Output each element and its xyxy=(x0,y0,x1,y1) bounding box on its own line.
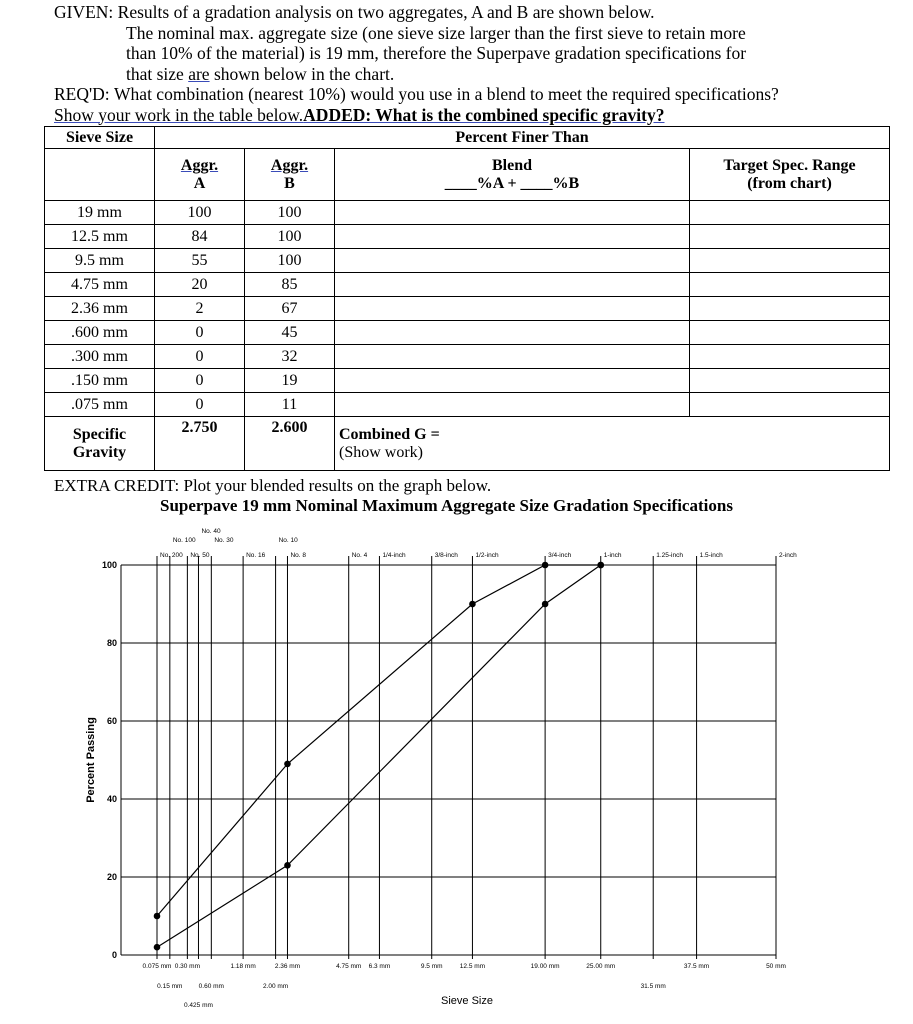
aggr-a-cell: 20 xyxy=(155,273,245,297)
aggr-b-cell: 85 xyxy=(245,273,335,297)
y-axis-label: Percent Passing xyxy=(85,717,97,803)
y-tick-label: 0 xyxy=(111,950,117,960)
y-tick-label: 20 xyxy=(106,872,117,882)
sieve-bottom-label: 9.5 mm xyxy=(420,963,443,970)
sieve-top-label: 2-inch xyxy=(779,552,797,559)
sieve-bottom-label: 0.30 mm xyxy=(174,963,201,970)
sieve-bottom-label: 1.18 mm xyxy=(230,963,256,970)
sieve-cell: 19 mm xyxy=(45,201,155,225)
spec-point xyxy=(542,562,549,569)
given-label: GIVEN: xyxy=(54,2,114,22)
reqd-text: What combination (nearest 10%) would you use in a blend to meet the required specifications? xyxy=(114,84,779,104)
combined-g-cell: Combined G = (Show work) xyxy=(335,417,890,471)
spec-point xyxy=(154,944,161,951)
sieve-bottom-label: 25.00 mm xyxy=(586,963,616,970)
aggr-a-cell: 2 xyxy=(155,297,245,321)
x-axis-label: Sieve Size xyxy=(441,995,493,1007)
aggr-b-cell: 11 xyxy=(245,393,335,417)
sieve-cell: 2.36 mm xyxy=(45,297,155,321)
sieve-bottom-label: 4.75 mm xyxy=(336,963,362,970)
sieve-top-label: 1.5-inch xyxy=(699,552,723,559)
sieve-bottom-label: 2.36 mm xyxy=(274,963,301,970)
aggr-a-cell: 0 xyxy=(155,393,245,417)
given-text: Results of a gradation analysis on two aggregates, A and B are shown below. xyxy=(117,2,655,22)
sieve-cell: .075 mm xyxy=(45,393,155,417)
given-text: than 10% of the material) is 19 mm, therefore the Superpave gradation specifications for xyxy=(126,43,747,63)
sieve-bottom-label: 50 mm xyxy=(766,963,786,970)
aggr-a-cell: 0 xyxy=(155,369,245,393)
sieve-bottom-label: 0.425 mm xyxy=(184,1002,213,1009)
spec-point xyxy=(154,913,161,920)
sieve-cell: .150 mm xyxy=(45,369,155,393)
target-spec-header: Target Spec. Range (from chart) xyxy=(690,149,890,201)
spec-line-lower xyxy=(157,565,601,947)
sieve-cell: 12.5 mm xyxy=(45,225,155,249)
aggr-b-cell: 67 xyxy=(245,297,335,321)
sieve-cell: 4.75 mm xyxy=(45,273,155,297)
aggr-b-cell: 45 xyxy=(245,321,335,345)
y-tick-label: 100 xyxy=(101,560,117,570)
sieve-bottom-label: 31.5 mm xyxy=(640,983,666,990)
sieve-top-label: 3/8-inch xyxy=(434,552,458,559)
aggr-a-cell: 55 xyxy=(155,249,245,273)
spec-line-upper xyxy=(157,565,601,916)
aggr-b-cell: 100 xyxy=(245,225,335,249)
sieve-top-label: 1/4-inch xyxy=(382,552,406,559)
sieve-bottom-label: 37.5 mm xyxy=(683,963,710,970)
spec-point xyxy=(469,601,476,608)
reqd-label: REQ'D: xyxy=(54,84,110,104)
y-tick-label: 40 xyxy=(106,794,117,804)
aggr-a-header: Aggr. A xyxy=(155,149,245,201)
spec-point xyxy=(284,761,291,768)
sieve-top-label: No. 4 xyxy=(351,552,368,559)
sieve-bottom-label: 0.60 mm xyxy=(198,983,224,990)
sieve-top-label: No. 50 xyxy=(190,552,210,559)
spec-point xyxy=(542,601,549,608)
sieve-bottom-label: 0.075 mm xyxy=(142,963,172,970)
aggr-a-cell: 0 xyxy=(155,321,245,345)
sieve-cell: 9.5 mm xyxy=(45,249,155,273)
sieve-bottom-label: 6.3 mm xyxy=(368,963,391,970)
sieve-size-header: Sieve Size xyxy=(45,127,155,149)
sieve-bottom-label: 0.15 mm xyxy=(157,983,183,990)
specific-gravity-label: Specific Gravity xyxy=(45,417,155,471)
aggr-b-cell: 32 xyxy=(245,345,335,369)
spec-point xyxy=(284,862,291,869)
y-tick-label: 80 xyxy=(106,638,117,648)
y-tick-label: 60 xyxy=(106,716,117,726)
aggr-a-cell: 100 xyxy=(155,201,245,225)
sieve-top-label: No. 8 xyxy=(290,552,307,559)
sieve-top-label: 3/4-inch xyxy=(548,552,572,559)
given-text: The nominal max. aggregate size (one sieve size larger than the first sieve to retain more xyxy=(126,22,746,43)
sieve-bottom-label: 2.00 mm xyxy=(262,983,289,990)
percent-finer-header: Percent Finer Than xyxy=(155,127,890,149)
sieve-bottom-label: 12.5 mm xyxy=(459,963,486,970)
given-text: that size are shown below in the chart. xyxy=(126,63,395,84)
sieve-top-label: No. 200 xyxy=(160,552,183,559)
sg-b-cell: 2.600 xyxy=(245,417,335,471)
aggr-b-cell: 100 xyxy=(245,201,335,225)
aggr-a-cell: 0 xyxy=(155,345,245,369)
sieve-top-label: 1.25-inch xyxy=(656,552,683,559)
sieve-top-label: No. 30 xyxy=(214,537,234,544)
aggr-b-cell: 100 xyxy=(245,249,335,273)
sieve-top-label: No. 40 xyxy=(201,528,221,535)
sieve-cell: .300 mm xyxy=(45,345,155,369)
aggr-b-cell: 19 xyxy=(245,369,335,393)
chart-title: Superpave 19 mm Nominal Maximum Aggregate Size Gradation Specifications xyxy=(160,496,733,515)
sieve-top-label: No. 10 xyxy=(278,537,298,544)
sieve-bottom-label: 19.00 mm xyxy=(530,963,560,970)
aggr-a-cell: 84 xyxy=(155,225,245,249)
sieve-top-label: 1/2-inch xyxy=(475,552,499,559)
sg-a-cell: 2.750 xyxy=(155,417,245,471)
blend-header: Blend ____%A + ____%B xyxy=(335,149,690,201)
reqd-text: Show your work in the table below. ADDED: What is the combined specific gravity? xyxy=(54,104,665,125)
sieve-top-label: No. 100 xyxy=(172,537,196,544)
sieve-top-label: No. 16 xyxy=(246,552,266,559)
aggr-b-header: Aggr. B xyxy=(245,149,335,201)
sieve-top-label: 1-inch xyxy=(603,552,622,559)
spec-point xyxy=(597,562,604,569)
extra-credit-text: EXTRA CREDIT: Plot your blended results on the graph below. xyxy=(54,476,492,495)
sieve-cell: .600 mm xyxy=(45,321,155,345)
